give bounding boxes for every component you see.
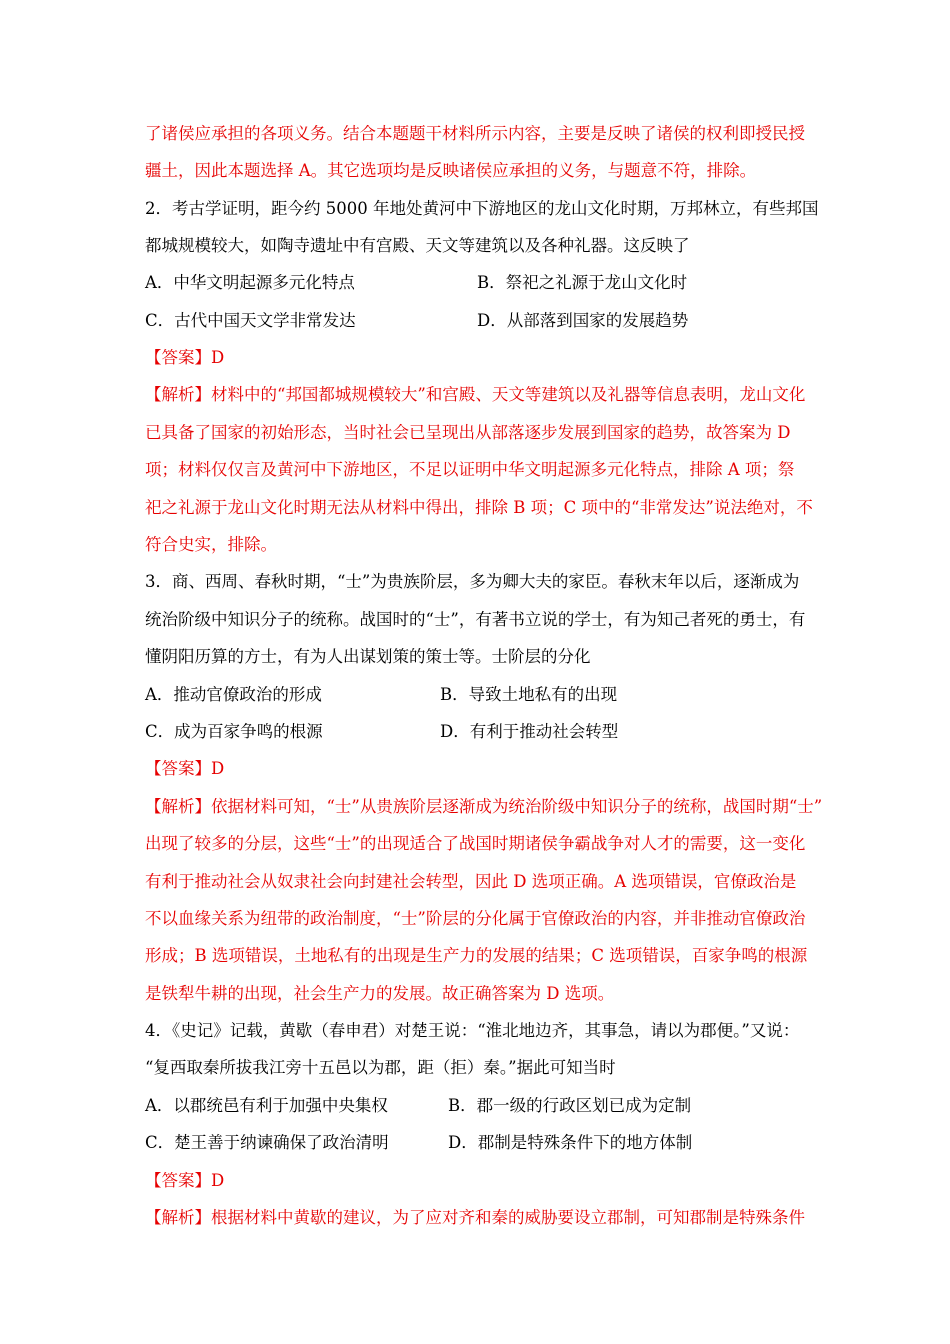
question-2-explanation: 项；材料仅仅言及黄河中下游地区，不足以证明中华文明起源多元化特点，排除 A 项；祭	[145, 460, 795, 479]
question-3-option-a: A．推动官僚政治的形成	[145, 685, 322, 704]
question-3-explanation: 是铁犁牛耕的出现，社会生产力的发展。故正确答案为 D 选项。	[145, 984, 615, 1003]
question-2-stem: 2．考古学证明，距今约 5000 年地处黄河中下游地区的龙山文化时期，万邦林立，有些邦国	[145, 199, 819, 218]
question-3-stem: 懂阴阳历算的方士，有为人出谋划策的策士等。士阶层的分化	[145, 647, 591, 666]
question-2-explanation: 【解析】材料中的“邦国都城规模较大”和宫殿、天文等建筑以及礼器等信息表明，龙山文化	[145, 385, 806, 404]
question-2-option-d: D．从部落到国家的发展趋势	[477, 311, 689, 330]
question-3-option-c: C．成为百家争鸣的根源	[145, 722, 323, 741]
explanation-line: 了诸侯应承担的各项义务。结合本题题干材料所示内容，主要是反映了诸侯的权利即授民授	[145, 124, 805, 143]
explanation-line: 疆土，因此本题选择 A。其它选项均是反映诸侯应承担的义务，与题意不符，排除。	[145, 161, 757, 180]
question-4-option-d: D．郡制是特殊条件下的地方体制	[448, 1133, 693, 1152]
question-3-option-b: B．导致土地私有的出现	[440, 685, 618, 704]
question-3-explanation: 出现了较多的分层，这些“士”的出现适合了战国时期诸侯争霸战争对人才的需要，这一变化	[145, 834, 806, 853]
question-4-explanation: 【解析】根据材料中黄歇的建议，为了应对齐和秦的威胁要设立郡制，可知郡制是特殊条件	[145, 1208, 805, 1227]
question-4-option-b: B．郡一级的行政区划已成为定制	[448, 1096, 692, 1115]
question-2-explanation: 已具备了国家的初始形态，当时社会已呈现出从部落逐步发展到国家的趋势，故答案为 D	[145, 423, 791, 442]
question-3-answer: 【答案】D	[145, 759, 225, 778]
question-3-explanation: 不以血缘关系为纽带的政治制度，“士”阶层的分化属于官僚政治的内容，并非推动官僚政治	[145, 909, 806, 928]
question-4-answer: 【答案】D	[145, 1171, 225, 1190]
question-2-explanation: 祀之礼源于龙山文化时期无法从材料中得出，排除 B 项；C 项中的“非常发达”说法绝对，不	[145, 498, 813, 517]
question-2-option-a: A．中华文明起源多元化特点	[145, 273, 355, 292]
question-4-option-a: A．以郡统邑有利于加强中央集权	[145, 1096, 388, 1115]
question-2-option-c: C．古代中国天文学非常发达	[145, 311, 356, 330]
question-3-stem: 统治阶级中知识分子的统称。战国时的“士”，有著书立说的学士，有为知己者死的勇士，有	[145, 610, 806, 629]
question-4-option-c: C．楚王善于纳谏确保了政治清明	[145, 1133, 389, 1152]
question-2-stem: 都城规模较大，如陶寺遗址中有宫殿、天文等建筑以及各种礼器。这反映了	[145, 236, 690, 255]
question-3-explanation: 【解析】依据材料可知，“士”从贵族阶层逐渐成为统治阶级中知识分子的统称，战国时期“士”	[145, 797, 823, 816]
question-2-answer: 【答案】D	[145, 348, 225, 367]
question-2-option-b: B．祭祀之礼源于龙山文化时	[477, 273, 688, 292]
question-3-stem: 3．商、西周、春秋时期，“士”为贵族阶层，多为卿大夫的家臣。春秋末年以后，逐渐成为	[145, 572, 800, 591]
question-4-stem: 4．《史记》记载，黄歇（春申君）对楚王说：“淮北地边齐，其事急，请以为郡便。”又说：	[145, 1021, 800, 1040]
question-3-explanation: 形成；B 选项错误，土地私有的出现是生产力的发展的结果；C 选项错误，百家争鸣的根源	[145, 946, 808, 965]
question-3-option-d: D．有利于推动社会转型	[440, 722, 619, 741]
question-3-explanation: 有利于推动社会从奴隶社会向封建社会转型，因此 D 选项正确。A 选项错误，官僚政治是	[145, 872, 797, 891]
question-2-explanation: 符合史实，排除。	[145, 535, 277, 554]
question-4-stem: “复西取秦所拔我江旁十五邑以为郡，距（拒）秦。”据此可知当时	[145, 1058, 616, 1077]
